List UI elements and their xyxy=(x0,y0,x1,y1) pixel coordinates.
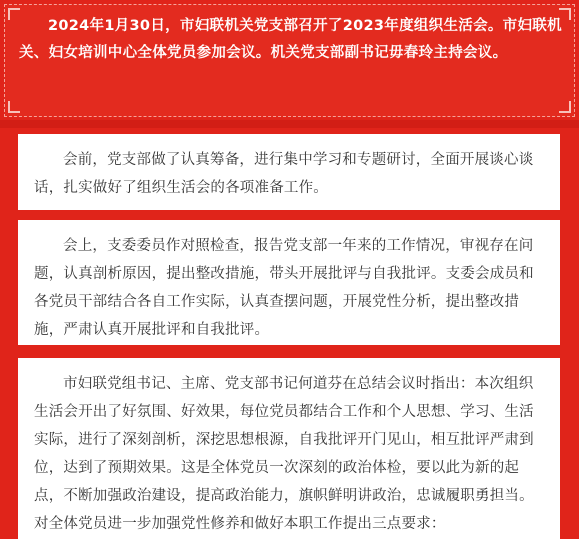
paragraph-text: 市妇联党组书记、主席、党支部书记何道芬在总结会议时指出：本次组织生活会开出了好氛围、好效果，每位党员都结合工作和个人思想、学习、生活实际，进行了深刻剖析，深挖思想根源，自我批评开门见山，相互批评严肃到位，达到了预期效果。这是全体党员一次深刻的政治体检，要以此为新的起点，不断加强政治建设，提高政治能力，旗帜鲜明讲政治，忠诚履职勇担当。对全体党员进一步加强党性修养和做好本职工作提出三点要求： xyxy=(34,376,534,532)
paragraph-card xyxy=(18,134,560,210)
banner-corner-ornament xyxy=(8,101,20,113)
section-divider xyxy=(0,120,579,128)
banner-corner-ornament xyxy=(559,101,571,113)
paragraph-card xyxy=(18,358,560,539)
banner-intro-text: 2024年1月30日，市妇联机关党支部召开了2023年度组织生活会。市妇联机关、妇女培训中心全体党员参加会议。机关党支部副书记毋春玲主持会议。 xyxy=(19,18,562,61)
header-banner xyxy=(4,4,575,117)
paragraph-card xyxy=(18,220,560,345)
paragraph-text: 会前，党支部做了认真筹备，进行集中学习和专题研讨，全面开展谈心谈话，扎实做好了组织生活会的各项准备工作。 xyxy=(34,152,534,196)
paragraph-text: 会上，支委委员作对照检查，报告党支部一年来的工作情况，审视存在问题，认真剖析原因，提出整改措施，带头开展批评与自我批评。支委会成员和各党员干部结合各自工作实际，认真查摆问题，开展党性分析，提出整改措施，严肃认真开展批评和自我批评。 xyxy=(34,238,534,338)
